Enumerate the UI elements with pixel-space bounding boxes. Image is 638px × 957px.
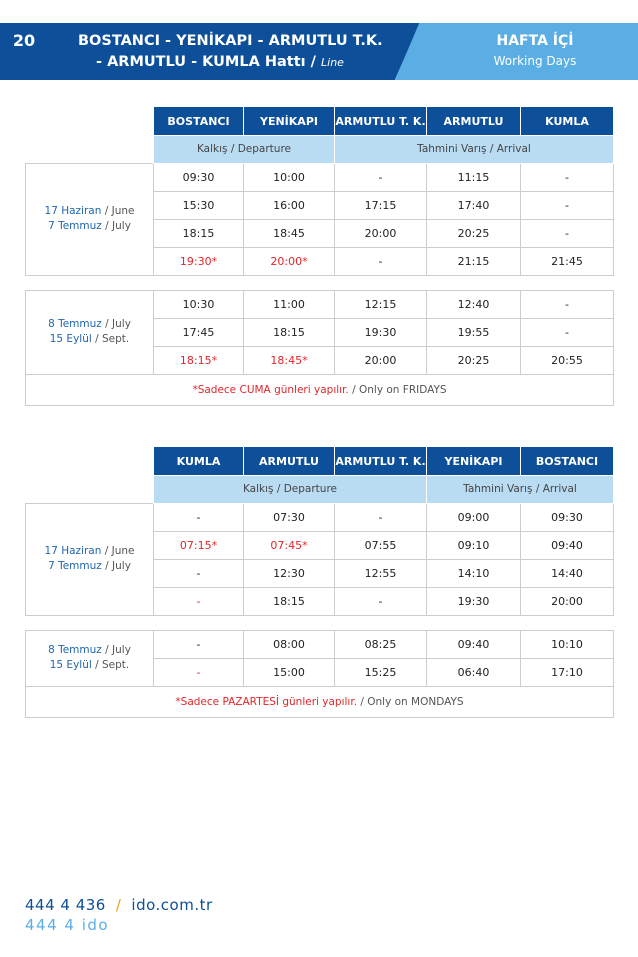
date-end-en: / July [101,220,131,232]
timetable-outbound [25,106,614,406]
time-cell: 20:55 [521,346,614,374]
time-cell: - [521,191,614,219]
time-cell: 19:30 [335,318,427,346]
table-header-row [26,447,614,476]
timetable-return [25,446,614,718]
time-cell: 09:10 [427,531,521,559]
footnote-en: / Only on MONDAYS [357,695,464,708]
footnote [26,374,614,405]
note-row [26,374,614,405]
date-end-en: / Sept. [91,333,130,345]
note-row [26,686,614,717]
column-header: KUMLA [154,447,244,476]
time-cell: - [521,163,614,191]
time-cell: 09:40 [427,630,521,658]
date-start-en: / June [101,545,135,557]
route-title-line2 [96,54,344,70]
footnote [26,686,614,717]
time-cell: 18:15* [154,346,244,374]
time-cell: 07:15* [154,531,244,559]
time-cell: 20:00 [335,346,427,374]
column-header: BOSTANCI [154,107,244,136]
column-header: ARMUTLU [244,447,335,476]
footnote-tr: *Sadece PAZARTESİ günleri yapılır. [175,695,358,708]
time-cell: - [521,219,614,247]
time-cell: 12:40 [427,290,521,318]
time-cell: 21:45 [521,247,614,275]
alt-phone-number: 444 4 ido [25,916,110,934]
departure-label: Kalkış / Departure [154,136,335,164]
footnote-tr: *Sadece CUMA günleri yapılır. [192,383,349,396]
time-cell: 19:55 [427,318,521,346]
time-cell: 10:00 [244,163,335,191]
table-header-row [26,107,614,136]
route-title-line-en: Line [321,56,344,69]
table-row [26,630,614,658]
time-cell: 17:45 [154,318,244,346]
time-cell: - [154,503,244,531]
time-cell: 12:55 [335,559,427,587]
column-header: ARMUTLU [427,107,521,136]
time-cell: 20:00 [521,587,614,615]
time-cell: - [335,163,427,191]
time-cell: 10:10 [521,630,614,658]
time-cell: 20:00 [335,219,427,247]
time-cell: 08:00 [244,630,335,658]
time-cell: 10:30 [154,290,244,318]
date-end: 7 Temmuz [48,220,102,232]
date-end-en: / Sept. [91,659,130,671]
footnote-en: / Only on FRIDAYS [348,383,447,396]
date-range [26,630,154,686]
table-subheader-row [26,476,614,504]
time-cell: 12:30 [244,559,335,587]
column-header: KUMLA [521,107,614,136]
table-row [26,290,614,318]
table-row [26,163,614,191]
arrival-label: Tahmini Varış / Arrival [335,136,614,164]
time-cell: 06:40 [427,658,521,686]
time-cell: 18:15 [244,318,335,346]
time-cell: 07:30 [244,503,335,531]
date-start-en: / July [101,318,131,330]
time-cell: - [154,630,244,658]
time-cell: - [154,559,244,587]
time-cell: 19:30* [154,247,244,275]
column-header: ARMUTLU T. K. [335,447,427,476]
time-cell: 17:10 [521,658,614,686]
time-cell: 09:30 [521,503,614,531]
time-cell: - [521,290,614,318]
time-cell: - [154,587,244,615]
header-period-band [395,23,638,80]
column-header: YENİKAPI [244,107,335,136]
departure-label: Kalkış / Departure [154,476,427,504]
time-cell: 12:15 [335,290,427,318]
column-header: ARMUTLU T. K. [335,107,427,136]
time-cell: 21:15 [427,247,521,275]
footer-contact [25,896,213,914]
time-cell: 07:55 [335,531,427,559]
table-subheader-row [26,136,614,164]
date-range [26,163,154,275]
time-cell: 15:30 [154,191,244,219]
time-cell: - [335,587,427,615]
time-cell: 18:15 [154,219,244,247]
page-number: 20 [12,31,36,50]
time-cell: 09:00 [427,503,521,531]
date-start: 17 Haziran [44,545,102,557]
column-header: YENİKAPI [427,447,521,476]
period-subtitle: Working Days [493,54,577,68]
table-row [26,503,614,531]
time-cell: 17:15 [335,191,427,219]
date-end: 7 Temmuz [48,560,102,572]
date-start: 8 Temmuz [48,318,102,330]
time-cell: - [154,658,244,686]
time-cell: 09:30 [154,163,244,191]
time-cell: 20:25 [427,219,521,247]
route-title-line2-text: - ARMUTLU - KUMLA Hattı / [96,54,316,70]
date-end-en: / July [101,560,131,572]
time-cell: 19:30 [427,587,521,615]
time-cell: 14:10 [427,559,521,587]
time-cell: 15:00 [244,658,335,686]
date-start: 8 Temmuz [48,644,102,656]
time-cell: 18:45 [244,219,335,247]
time-cell: 17:40 [427,191,521,219]
time-cell: 20:00* [244,247,335,275]
time-cell: 20:25 [427,346,521,374]
column-header: BOSTANCI [521,447,614,476]
date-range [26,503,154,615]
time-cell: 07:45* [244,531,335,559]
date-start-en: / July [101,644,131,656]
arrival-label: Tahmini Varış / Arrival [427,476,614,504]
route-title-line1: BOSTANCI - YENİKAPI - ARMUTLU T.K. [78,33,383,49]
date-end: 15 Eylül [49,333,92,345]
time-cell: 11:00 [244,290,335,318]
time-cell: 09:40 [521,531,614,559]
time-cell: 11:15 [427,163,521,191]
time-cell: 14:40 [521,559,614,587]
time-cell: 18:15 [244,587,335,615]
website-link[interactable]: ido.com.tr [131,896,213,914]
header-title-band [0,23,420,80]
period-title: HAFTA İÇİ [496,33,574,49]
date-range [26,290,154,374]
date-end: 15 Eylül [49,659,92,671]
phone-number: 444 4 436 [25,896,106,914]
time-cell: 08:25 [335,630,427,658]
footer-separator: / [115,896,122,914]
time-cell: - [521,318,614,346]
date-start-en: / June [101,205,135,217]
page-header [0,23,638,80]
time-cell: 15:25 [335,658,427,686]
time-cell: 18:45* [244,346,335,374]
date-start: 17 Haziran [44,205,102,217]
time-cell: 16:00 [244,191,335,219]
time-cell: - [335,247,427,275]
time-cell: - [335,503,427,531]
